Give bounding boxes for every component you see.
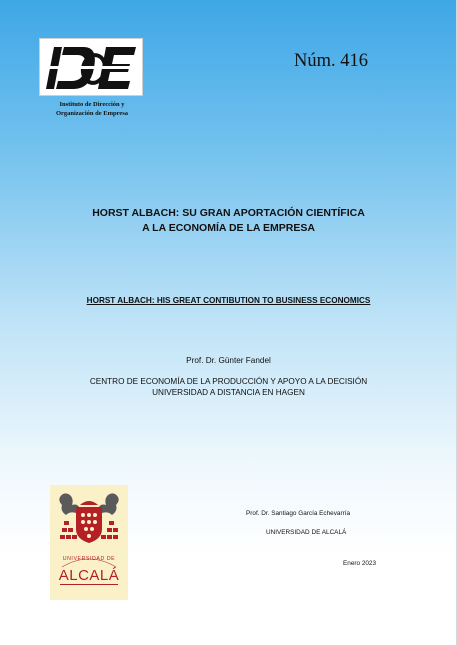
university-seal — [50, 485, 128, 600]
seal-text-name: ALCALÁ — [58, 567, 120, 584]
idoe-logo — [39, 38, 143, 96]
director-name: Prof. Dr. Santiago García Echevarría — [246, 510, 351, 517]
institution-line1: CENTRO DE ECONOMÍA DE LA PRODUCCIÓN Y APOYO A LA DECISIÓN — [89, 377, 368, 386]
logo-caption — [38, 101, 146, 118]
author: Prof. Dr. Günter Fandel — [186, 356, 271, 365]
logo-caption-line1: Instituto de Dirección y — [59, 101, 125, 108]
issue-number: Núm. 416 — [294, 51, 368, 71]
publication-date: Enero 2023 — [343, 560, 377, 567]
title-line2: A LA ECONOMÍA DE LA EMPRESA — [142, 222, 315, 234]
institution-line2: UNIVERSIDAD A DISTANCIA EN HAGEN — [152, 388, 305, 397]
logo-caption-line2: Organización de Empresa — [55, 109, 129, 117]
title-line1: HORST ALBACH: SU GRAN APORTACIÓN CIENTÍFICA — [92, 207, 365, 219]
english-subtitle: HORST ALBACH: HIS GREAT CONTIBUTION TO BUSINESS ECONOMICS — [86, 296, 371, 305]
seal-text-arc: UNIVERSIDAD DE — [62, 556, 116, 562]
director-university: UNIVERSIDAD DE ALCALÁ — [266, 529, 347, 536]
